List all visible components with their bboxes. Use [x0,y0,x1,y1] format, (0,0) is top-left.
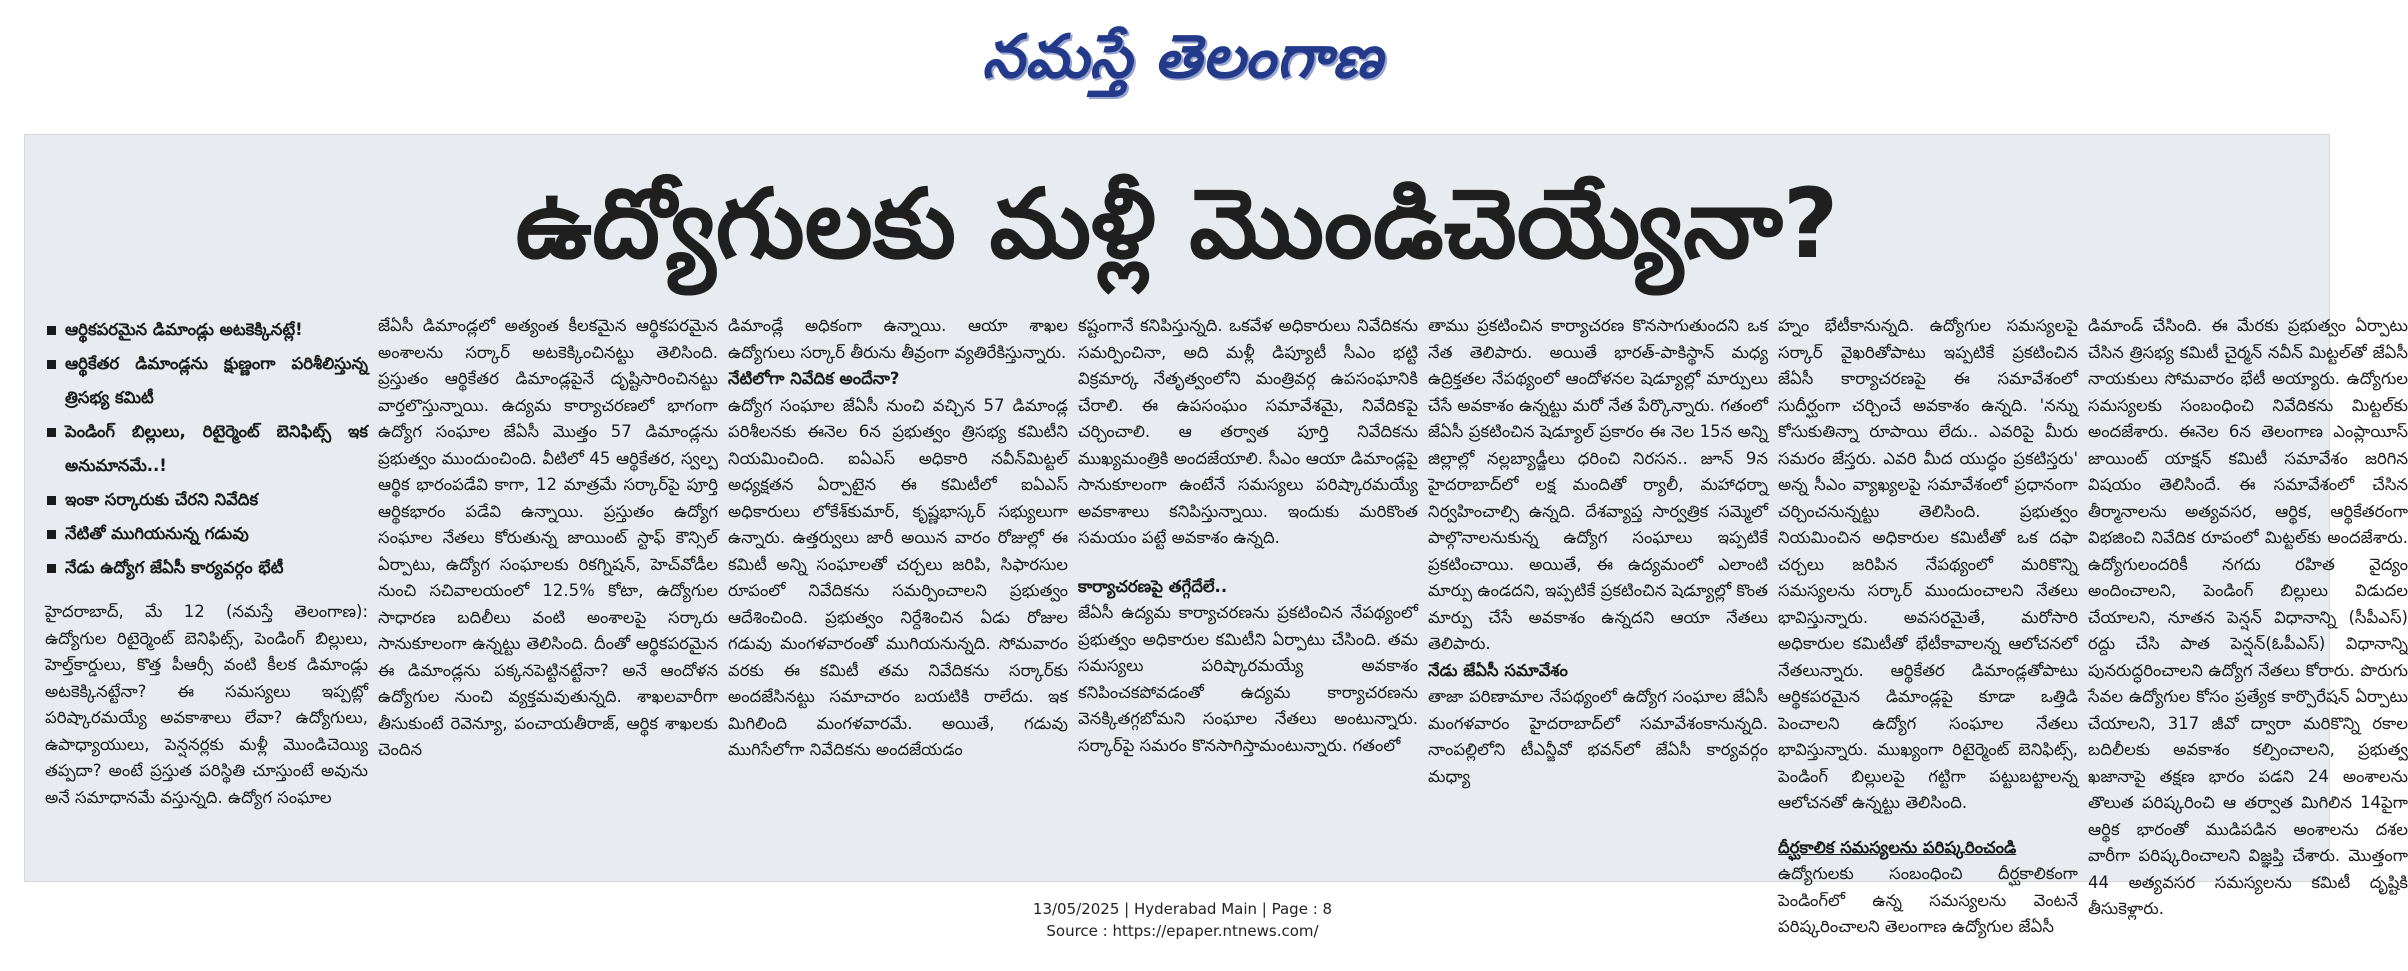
article-body-paragraph: ఉద్యోగ సంఘాల జేఏసీ నుంచి వచ్చిన 57 డిమాండ్ల పరిశీలనకు ఈనెల 6న ప్రభుత్వం త్రిసభ్య కమిటీని నియమించింది. ఐఏఎస్ అధికారి నవీన్‌మిట్టల్ అధ్యక్షతన ఏర్పాటైన ఈ కమిటీలో ఐఏఎస్ అధికారులు లోకేశ్‌కుమార్, కృష్ణభాస్కర్ సభ్యులుగా ఉన్నారు. ఉత్తర్వులు జారీ అయిన వారం రోజుల్లో ఈ కమిటీ అన్ని సంఘాలతో చర్చలు జరిపి, సిఫారసుల రూపంలో నివేదికను సమర్పించాలని ప్రభుత్వం ఆదేశించింది. ప్రభుత్వం నిర్దేశించిన ఏడు రోజుల గడువు మంగళవారంతో ముగియనున్నది. సోమవారం వరకు ఈ కమిటీ తమ నివేదికను సర్కార్‌కు అందజేసినట్టు సమాచారం బయటికి రాలేదు. ఇక మిగిలింది మంగళవారమే. అయితే, గడువు ముగిసేలోగా నివేదికను అందజేయడం [728,395,1068,759]
column-2 [378,313,718,941]
source-link[interactable]: Source : https://epaper.ntnews.com/ [1046,922,1319,940]
highlight-item: ఆర్థికపరమైన డిమాండ్లు అటకెక్కినట్లే! [45,313,368,347]
column-4 [1078,313,1418,941]
highlight-item: నేటితో ముగియనున్న గడువు [45,517,368,551]
article-body-paragraph: జేఏసీ ఉద్యమ కార్యాచరణను ప్రకటించిన నేపథ్యంలో ప్రభుత్వం అధికారుల కమిటీని ఏర్పాటు చేసింది. తమ సమస్యలు పరిష్కారమయ్యే అవకాశం కనిపించకపోవడంతో ఉద్యమ కార్యాచరణను వెనక్కితగ్గబోమని సంఘాల నేతలు అంటున్నారు. సర్కార్‌పై సమరం కొనసాగిస్తామంటున్నారు. గతంలో [1078,603,1418,755]
subheading: దీర్ఘకాలిక సమస్యలను పరిష్కరించండి [1778,837,2017,857]
column-1 [45,313,368,941]
article-body-paragraph: హ్నం భేటీకానున్నది. ఉద్యోగుల సమస్యలపై సర్కార్ వైఖరితోపాటు ఇప్పటికే ప్రకటించిన జేఏసీ కార్యాచరణపై ఈ సమావేశంలో సుదీర్ఘంగా చర్చించే అవకాశం ఉన్నది. 'నన్ను కోసుకుతిన్నా రూపాయి లేదు.. ఎవరిపై మీరు సమరం జేస్తరు. ఎవరి మీద యుద్ధం ప్రకటిస్తరు' అన్న సీఎం వ్యాఖ్యలపై సమావేశంలో ప్రధానంగా చర్చించనున్నట్టు తెలిసింది. ప్రభుత్వం నియమించిన అధికారుల కమిటీతో ఒక దఫా చర్చలు జరిపిన నేపథ్యంలో మరికొన్ని సమస్యలను సర్కార్ ముందుంచాలని నేతలు భావిస్తున్నారు. అవసరమైతే, మరోసారి అధికారుల కమిటీతో భేటీకావాలన్న ఆలోచనలో నేతలున్నారు. ఆర్థికేతర డిమాండ్లతోపాటు ఆర్థికపరమైన డిమాండ్లపై కూడా ఒత్తిడి పెంచాలని ఉద్యోగ సంఘాల నేతలు భావిస్తున్నారు. ముఖ్యంగా రిటైర్మెంట్ బెనిఫిట్స్, పెండింగ్ బిల్లులపై గట్టిగా పట్టుబట్టాలన్న ఆలోచనతో ఉన్నట్టు తెలిసింది. [1778,316,2078,812]
article-body-paragraph: డిమాండ్ చేసింది. ఈ మేరకు ప్రభుత్వం ఏర్పాటు చేసిన త్రిసభ్య కమిటీ చైర్మన్ నవీన్ మిట్టల్‌తో జేఏసీ నాయకులు సోమవారం భేటీ అయ్యారు. ఉద్యోగుల సమస్యలకు సంబంధించి నివేదికను మిట్టల్‌కు అందజేశారు. ఈనెల 6న తెలంగాణ ఎంప్లాయీస్ జాయింట్ యాక్షన్ కమిటీ సమావేశం జరిగిన విషయం తెలిసిందే. ఈ సమావేశంలో చేసిన తీర్మానాలను అత్యవసర, ఆర్థిక, ఆర్థికేతరంగా విభజించి నివేదిక రూపంలో మిట్టల్‌కు అందజేశారు. ఉద్యోగులందరికీ నగదు రహిత వైద్యం అందించాలని, పెండింగ్ బిల్లులు విడుదల చేయాలని, నూతన పెన్షన్ విధానాన్ని (సీపీఎస్) రద్దు చేసి పాత పెన్షన్(ఓపీఎస్) విధానాన్ని పునరుద్ధరించాలని ఉద్యోగ నేతలు కోరారు. పొరుగు సేవల ఉద్యోగుల కోసం ప్రత్యేక కార్పొరేషన్ ఏర్పాటు చేయాలని, 317 జీవో ద్వారా మరికొన్ని రకాల బదిలీలకు అవకాశం కల్పించాలని, ప్రభుత్వ ఖజానాపై తక్షణ భారం పడని 24 అంశాలను తొలుత పరిష్కరించి ఆ తర్వాత మిగిలిన 14పైగా ఆర్థిక భారంతో ముడిపడిన అంశాలను దశల వారీగా పరిష్కరించాలని విజ్ఞప్తి చేశారు. మొత్తంగా 44 అత్యవసర సమస్యలను కమిటీ దృష్టికి తీసుకెళ్లారు. [2088,316,2408,918]
highlight-item: ఆర్థికేతర డిమాండ్లను క్షుణ్ణంగా పరిశీలిస్తున్న త్రిసభ్య కమిటీ [45,347,368,415]
article-body-paragraph: డిమాండ్లే అధికంగా ఉన్నాయి. ఆయా శాఖల ఉద్యోగులు సర్కార్ తీరును తీవ్రంగా వ్యతిరేకిస్తున్నారు. [728,316,1068,362]
column-7 [2088,313,2408,941]
subheading: నేటిలోగా నివేదిక అందేనా? [728,369,900,388]
article-body-paragraph: ఉద్యోగులకు సంబంధించి దీర్ఘకాలికంగా పెండింగ్‌లో ఉన్న సమస్యలను వెంటనే పరిష్కరించాలని తెలంగాణ ఉద్యోగుల జేఏసీ [1778,864,2078,936]
column-5 [1428,313,1768,941]
article-headline: ఉద్యోగులకు మళ్లీ మొండిచెయ్యేనా? [515,168,1839,280]
edition-info: 13/05/2025 | Hyderabad Main | Page : 8 [1032,900,1333,918]
column-6 [1778,313,2078,941]
article-body-paragraph: హైదరాబాద్, మే 12 (నమస్తే తెలంగాణ): ఉద్యోగుల రిటైర్మెంట్ బెనిఫిట్స్, పెండింగ్ బిల్లులు, హెల్త్‌కార్డులు, కొత్త పీఆర్సీ వంటి కీలక డిమాండ్లు అటకెక్కినట్టేనా? ఈ సమస్యలు ఇప్పట్లో పరిష్కారమయ్యే అవకాశాలు లేవా? ఉద్యోగులు, ఉపాధ్యాయులు, పెన్షనర్లకు మళ్లీ మొండిచెయ్యి తప్పదా? అంటే ప్రస్తుత పరిస్థితి చూస్తుంటే అవును అనే సమాధానమే వస్తున్నది. ఉద్యోగ సంఘాల [45,602,368,807]
highlights-list [45,313,368,585]
article-body-paragraph: జేఏసీ డిమాండ్లలో అత్యంత కీలకమైన ఆర్థికపరమైన అంశాలను సర్కార్ అటకెక్కించినట్టు తెలిసింది. ప్రస్తుతం ఆర్థికేతర డిమాండ్లపైనే దృష్టిసారించినట్టు వార్తలొస్తున్నాయి. ఉద్యమ కార్యాచరణలో భాగంగా ఉద్యోగ సంఘాల జేఏసీ మొత్తం 57 డిమాండ్లను ప్రభుత్వం ముందుంచింది. వీటిలో 45 ఆర్థికేతర, స్వల్ప ఆర్థిక భారంపడేవి కాగా, 12 మాత్రమే సర్కార్‌పై పూర్తి ఆర్థికభారం పడేవి ఉన్నాయి. ప్రస్తుతం ఉద్యోగ సంఘాల నేతలు కోరుతున్న జాయింట్ స్టాఫ్ కౌన్సిల్ ఏర్పాటు, ఉద్యోగ సంఘాలకు రికగ్నిషన్, హెచ్‌వోడీల నుంచి సచివాలయంలో 12.5% కోటా, ఉద్యోగుల సాధారణ బదిలీలు వంటి అంశాలపై సర్కారు సానుకూలంగా ఉన్నట్టు తెలిసింది. దీంతో ఆర్థికపరమైన ఈ డిమాండ్లను పక్కనపెట్టినట్టేనా? అనే ఆందోళన ఉద్యోగుల నుంచి వ్యక్తమవుతున్నది. శాఖలవారీగా తీసుకుంటే రెవెన్యూ, పంచాయతీరాజ్, ఆర్థిక శాఖలకు చెందిన [378,316,718,759]
newspaper-logo: నమస్తే తెలంగాణ [981,22,1384,92]
article-body-paragraph: కష్టంగానే కనిపిస్తున్నది. ఒకవేళ అధికారులు నివేదికను సమర్పించినా, అది మళ్లీ డిప్యూటీ సీఎం భట్టి విక్రమార్క నేతృత్వంలోని మంత్రివర్గ ఉపసంఘానికి చేరాలి. ఈ ఉపసంఘం సమావేశమై, నివేదికపై చర్చించాలి. ఆ తర్వాత పూర్తి నివేదికను ముఖ్యమంత్రికి అందజేయాలి. సీఎం ఆయా డిమాండ్లపై సానుకూలంగా ఉంటేనే సమస్యలు పరిష్కారమయ్యే అవకాశాలు కనిపిస్తున్నాయి. ఇందుకు మరికొంత సమయం పట్టే అవకాశం ఉన్నది. [1078,316,1418,547]
highlight-item: ఇంకా సర్కారుకు చేరని నివేదిక [45,483,368,517]
highlight-item: పెండింగ్ బిల్లులు, రిటైర్మెంట్ బెనిఫిట్స్ ఇక అనుమానమే..! [45,415,368,483]
subheading: కార్యాచరణపై తగ్గేదేలే.. [1078,576,1228,596]
column-3 [728,313,1068,941]
subheading: నేడు జేఏసీ సమావేశం [1428,660,1568,680]
article-body-paragraph: తాజా పరిణామాల నేపథ్యంలో ఉద్యోగ సంఘాల జేఏసీ మంగళవారం హైదరాబాద్‌లో సమావేశంకానున్నది. నాంపల్లిలోని టీఎన్జీవో భవన్‌లో జేఏసీ కార్యవర్గం మధ్యా [1428,687,1768,786]
page-footer [0,898,2365,942]
masthead [0,0,2365,128]
article-body-paragraph: తాము ప్రకటించిన కార్యాచరణ కొనసాగుతుందని ఒక నేత తెలిపారు. అయితే భారత్-పాకిస్థాన్ మధ్య ఉద్రిక్తతల నేపథ్యంలో ఆందోళనల షెడ్యూల్లో మార్పులు చేసే అవకాశం ఉన్నట్టు మరో నేత పేర్కొన్నారు. గతంలో జేఏసీ ప్రకటించిన షెడ్యూల్ ప్రకారం ఈ నెల 15న అన్ని జిల్లాల్లో నల్లబ్యాడ్జీలు ధరించి నిరసన.. జూన్ 9న హైదరాబాద్‌లో లక్ష మందితో ర్యాలీ, మహాధర్నా నిర్వహించాల్సి ఉన్నది. దేశవ్యాప్త సార్వత్రిక సమ్మెలో పాల్గొనాలనుకున్న ఉద్యోగ సంఘాలు ఇప్పటికే ప్రకటించాయి. అయితే, ఈ ఉద్యమంలో ఎలాంటి మార్పు ఉండదని, ఇప్పటికే ప్రకటించిన షెడ్యూల్లో కొంత మార్పు చేసే అవకాశం ఉన్నదని ఆయా నేతలు తెలిపారు. [1428,316,1769,653]
highlight-item: నేడు ఉద్యోగ జేఏసీ కార్యవర్గం భేటీ [45,551,368,585]
